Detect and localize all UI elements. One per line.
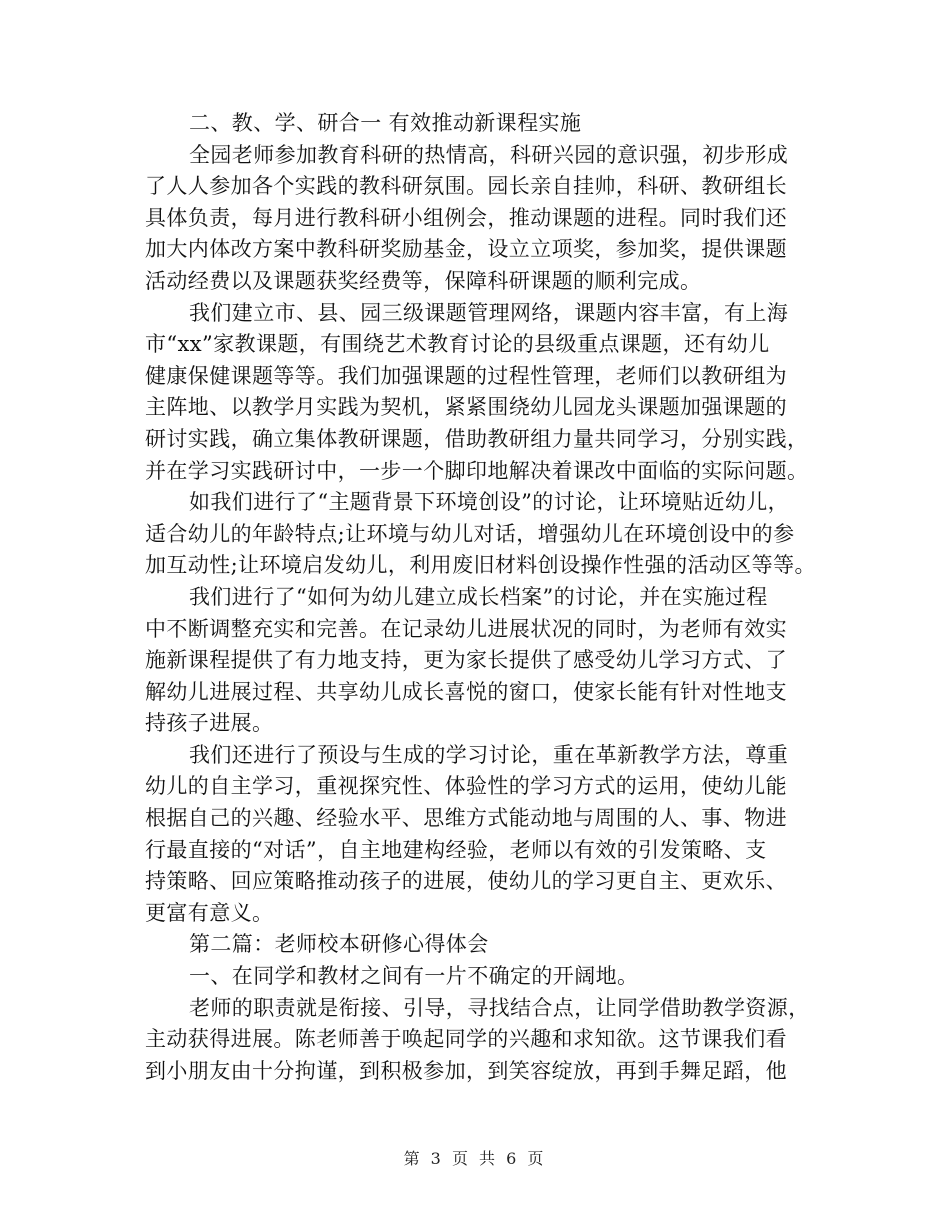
text-line: 我们进行了“如何为幼儿建立成长档案”的讨论，并在实施过程	[189, 584, 768, 609]
text-line: 一、在同学和教材之间有一片不确定的开阔地。	[189, 964, 639, 989]
text-line: 市“xx”家教课题，有围绕艺术教育讨论的县级重点课题，还有幼儿	[145, 332, 770, 357]
text-line: 适合幼儿的年龄特点;让环境与幼儿对话，增强幼儿在环境创设中的参	[145, 521, 795, 546]
text-line: 活动经费以及课题获奖经费等，保障科研课题的顺利完成。	[145, 268, 702, 293]
text-line: 研讨实践，确立集体教研课题，借助教研组力量共同学习，分别实践，	[145, 426, 809, 451]
document-body	[145, 108, 815, 1087]
text-line: 主动获得进展。陈老师善于唤起同学的兴趣和求知欲。这节课我们看	[145, 1027, 787, 1052]
text-line: 中不断调整充实和完善。在记录幼儿进展状况的同时，为老师有效实	[145, 616, 787, 641]
text-line: 施新课程提供了有力地支持，更为家长提供了感受幼儿学习方式、了	[145, 648, 787, 673]
text-line: 行最直接的“对话”，自主地建构经验，老师以有效的引发策略、支	[145, 837, 767, 862]
text-line: 老师的职责就是衔接、引导，寻找结合点，让同学借助教学资源，	[189, 995, 810, 1020]
text-line: 第二篇：老师校本研修心得体会	[189, 932, 489, 957]
text-line: 具体负责，每月进行教科研小组例会，推动课题的进程。同时我们还	[145, 205, 787, 230]
text-line: 二、教、学、研合一 有效推动新课程实施	[189, 111, 582, 135]
text-line: 持策略、回应策略推动孩子的进展，使幼儿的学习更自主、更欢乐、	[145, 869, 787, 894]
text-line: 如我们进行了“主题背景下环境创设”的讨论，让环境贴近幼儿，	[189, 490, 790, 515]
text-line: 我们建立市、县、园三级课题管理网络，课题内容丰富，有上海	[189, 300, 789, 325]
text-line: 了人人参加各个实践的教科研氛围。园长亲自挂帅，科研、教研组长	[145, 174, 787, 199]
text-line: 我们还进行了预设与生成的学习讨论，重在革新教学方法，尊重	[189, 742, 789, 767]
text-line: 加大内体改方案中教科研奖励基金，设立立项奖，参加奖，提供课题	[145, 237, 787, 262]
text-line: 到小朋友由十分拘谨，到积极参加，到笑容绽放，再到手舞足蹈，他	[145, 1058, 787, 1083]
text-line: 持孩子进展。	[145, 711, 274, 736]
text-line: 并在学习实践研讨中，一步一个脚印地解决着课改中面临的实际问题。	[145, 458, 809, 483]
text-line: 更富有意义。	[145, 900, 274, 925]
text-line: 解幼儿进展过程、共享幼儿成长喜悦的窗口，使家长能有针对性地支	[145, 679, 787, 704]
text-line: 加互动性;让环境启发幼儿，利用废旧材料创设操作性强的活动区等等。	[145, 553, 816, 578]
text-line: 幼儿的自主学习，重视探究性、体验性的学习方式的运用，使幼儿能	[145, 774, 787, 799]
text-line: 根据自己的兴趣、经验水平、思维方式能动地与周围的人、事、物进	[145, 806, 787, 831]
text-line: 全园老师参加教育科研的热情高，科研兴园的意识强，初步形成	[189, 142, 789, 167]
page-number-footer: 第 3 页 共 6 页	[403, 1149, 547, 1168]
text-line: 主阵地、以教学月实践为契机，紧紧围绕幼儿园龙头课题加强课题的	[145, 395, 787, 420]
text-line: 健康保健课题等等。我们加强课题的过程性管理，老师们以教研组为	[145, 363, 787, 388]
